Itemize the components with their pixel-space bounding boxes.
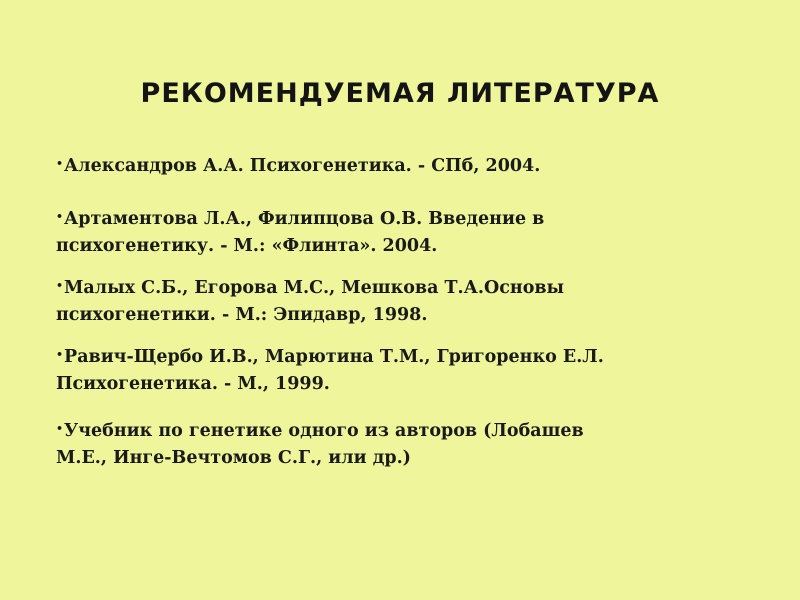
reference-line: Учебник по генетике одного из авторов (Лобашев: [64, 421, 584, 441]
reference-item: [56, 415, 746, 472]
reference-line: Психогенетика. - М., 1999.: [56, 374, 330, 394]
reference-line: Малых С.Б., Егорова М.С., Мешкова Т.А.Основы: [64, 278, 565, 298]
reference-line: психогенетику. - М.: «Флинта». 2004.: [56, 236, 438, 256]
slide-title: РЕКОМЕНДУЕМАЯ ЛИТЕРАТУРА: [140, 78, 660, 109]
reference-line: М.Е., Инге-Вечтомов С.Г., или др.): [56, 448, 411, 468]
reference-item: [56, 203, 746, 260]
reference-line: Равич-Щербо И.В., Марютина Т.М., Григоренко Е.Л.: [64, 347, 604, 367]
reference-item: [56, 341, 746, 398]
bullet-icon: •: [56, 157, 64, 170]
reference-line: психогенетики. - М.: Эпидавр, 1998.: [56, 305, 428, 325]
bullet-icon: •: [56, 348, 64, 361]
reference-item: [56, 272, 746, 329]
reference-line: Артаментова Л.А., Филипцова О.В. Введение в: [64, 209, 545, 229]
reference-item: [56, 150, 746, 180]
bullet-icon: •: [56, 279, 64, 292]
reference-line: Александров А.А. Психогенетика. - СПб, 2004.: [64, 156, 541, 176]
bullet-icon: •: [56, 210, 64, 223]
bullet-icon: •: [56, 422, 64, 435]
